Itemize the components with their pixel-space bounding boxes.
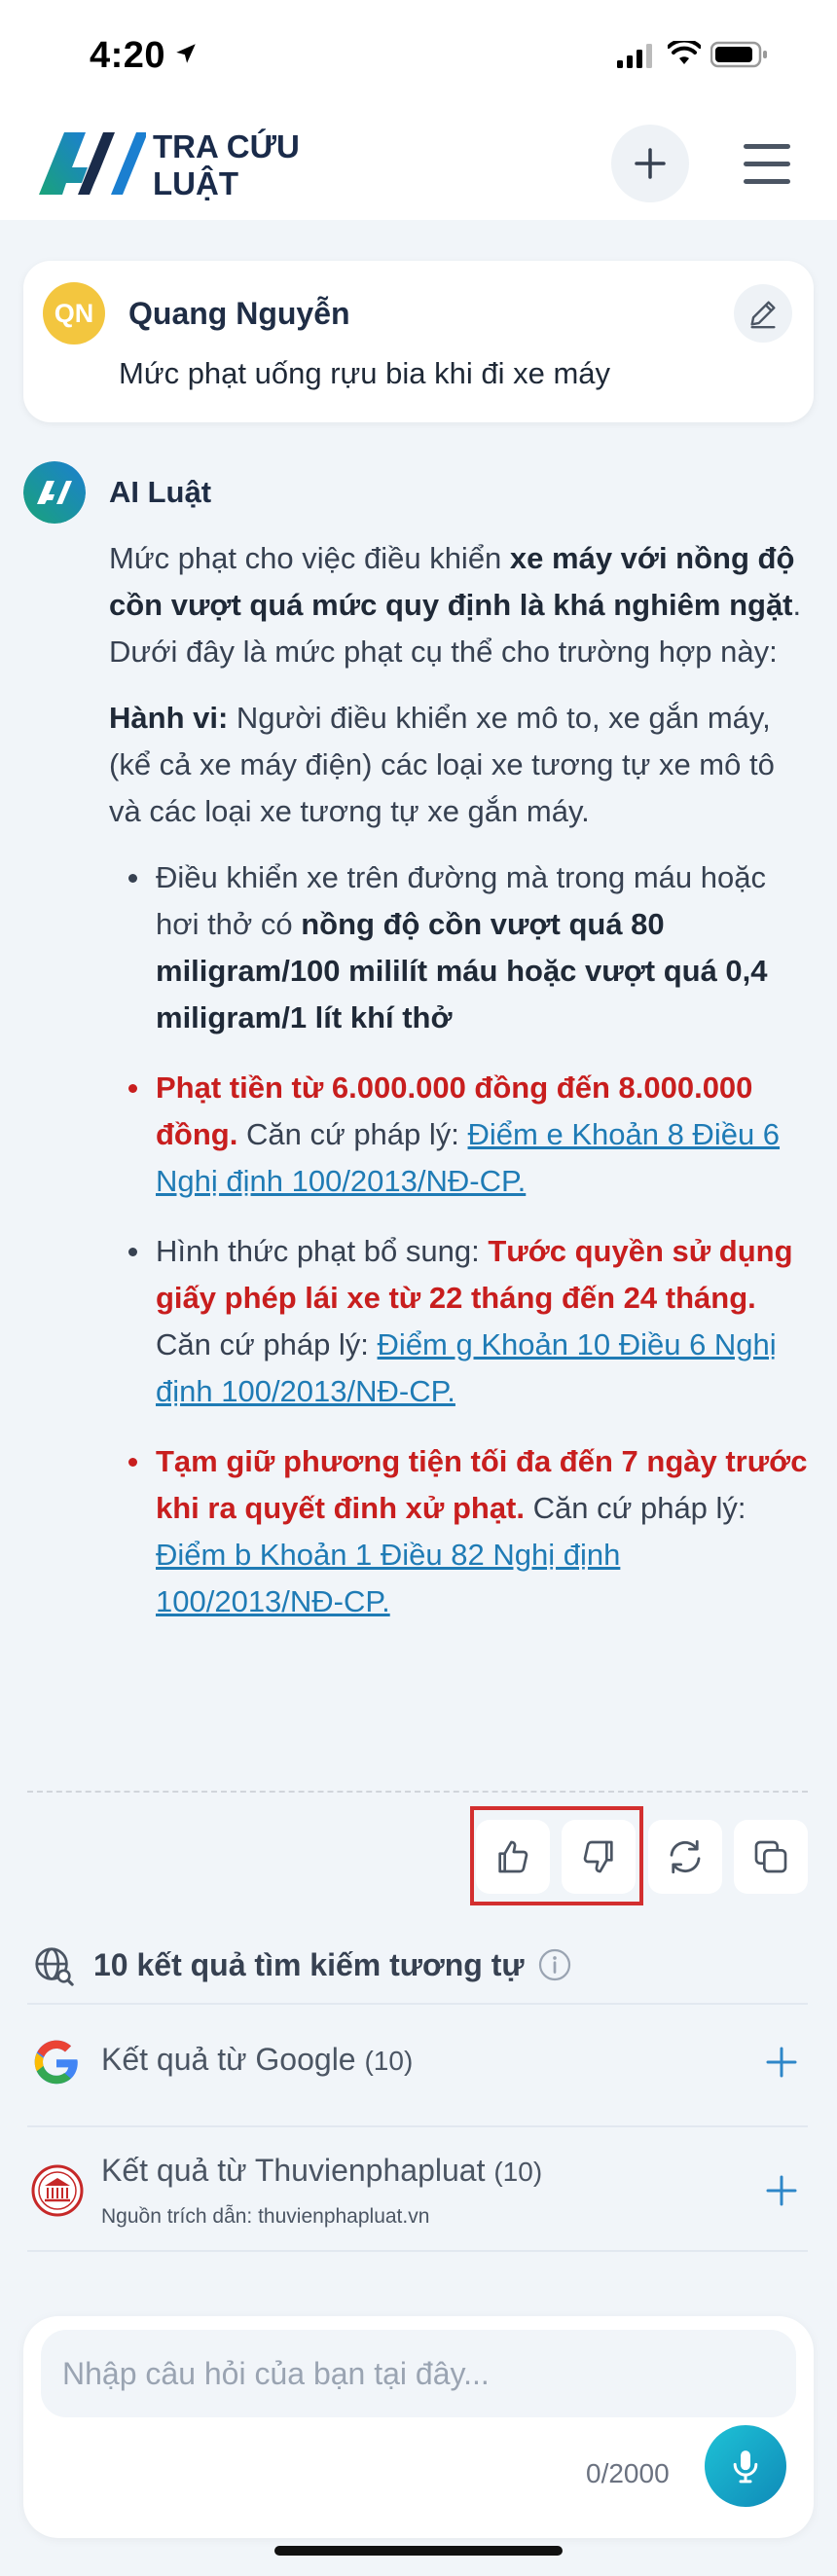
behavior-label: Hành vi: [109,701,229,735]
tvpl-count: (10) [493,2157,543,2187]
ai-name: AI Luật [109,475,212,509]
list-item-impound [156,1438,810,1625]
signal-icon [617,43,656,68]
bullet3-red: Tước quyền sử dụng giấy phép lái xe từ 22 tháng đến 24 tháng. [156,1234,793,1315]
divider-3 [27,2250,808,2252]
bullet1-prefix: Điều khiển xe trên đường mà trong máu hoặc hơi thở có [156,860,766,941]
intro-suffix: . Dưới đây là mức phạt cụ thể cho trường hợp này: [109,588,802,669]
google-results-row[interactable] [27,2005,808,2122]
bullet3-mid: Căn cứ pháp lý: [156,1327,378,1361]
tvpl-title-text: Kết quả từ Thuvienphapluat [101,2153,486,2188]
user-avatar: QN [43,282,105,345]
edit-message-button[interactable] [734,284,792,343]
google-logo-icon [31,2038,82,2088]
menu-bar-3 [744,179,790,184]
plus-icon [765,2174,798,2207]
behavior-paragraph [109,695,810,835]
answer-divider [27,1791,808,1793]
bullet4-red: Tạm giữ phương tiện tối đa đến 7 ngày trước khi ra quyết đinh xử phạt. [156,1444,808,1525]
chat-area [0,220,837,2576]
list-item-violation [156,854,810,1041]
brand-text [153,128,300,202]
menu-bar-2 [744,162,790,166]
bullet4-mid: Căn cứ pháp lý: [525,1491,746,1525]
menu-bar-1 [744,144,790,149]
similar-results-label: 10 kết quả tìm kiếm tương tự [93,1947,525,1982]
home-indicator [274,2546,563,2556]
brand-line-1: TRA CỨU [153,128,300,164]
list-item-fine [156,1065,810,1205]
google-results-title [101,2042,413,2078]
wifi-icon [668,41,701,66]
user-message-card [23,261,814,422]
feedback-highlight-box [470,1806,643,1905]
refresh-icon [665,1836,706,1877]
new-chat-button[interactable] [611,125,689,202]
google-count: (10) [364,2046,414,2076]
globe-search-icon [31,1943,76,1988]
user-question-text: Mức phạt uống rựu bia khi đi xe máy [119,356,611,390]
tvpl-results-row[interactable] [27,2127,808,2244]
legal-link-1[interactable]: Điểm e Khoản 8 Điều 6 Nghị định 100/2013/NĐ-CP. [156,1117,781,1198]
status-time: 4:20 [90,35,166,76]
copy-icon [751,1837,790,1876]
legal-link-2[interactable]: Điểm g Khoản 10 Điều 6 Nghị định 100/2013/NĐ-CP. [156,1327,777,1408]
copy-button[interactable] [734,1820,808,1894]
ai-answer [109,535,810,1649]
regenerate-button[interactable] [648,1820,722,1894]
question-input[interactable] [41,2330,796,2417]
status-bar [0,0,837,115]
intro-prefix: Mức phạt cho việc điều khiển [109,541,510,575]
brand-line-2: LUẬT [153,165,238,201]
info-icon[interactable] [537,1947,572,1982]
ai-logo-icon [39,132,146,195]
tvpl-source-note: Nguồn trích dẫn: thuvienphapluat.vn [101,2205,430,2228]
user-name: Quang Nguyễn [128,296,350,331]
tvpl-results-title [101,2153,542,2189]
plus-icon [765,2046,798,2079]
menu-button[interactable] [738,138,796,189]
similar-results-row [27,1928,808,2002]
bullet3-prefix: Hình thức phạt bổ sung: [156,1234,489,1268]
composer-card [23,2316,814,2538]
bullet2-red: Phạt tiền từ 6.000.000 đồng đến 8.000.000 đồng. [156,1070,753,1151]
char-counter: 0/2000 [586,2458,670,2488]
ai-avatar [23,461,86,524]
answer-intro [109,535,810,675]
bullet2-mid: Căn cứ pháp lý: [237,1117,468,1151]
legal-link-3[interactable]: Điểm b Khoản 1 Điều 82 Nghị định 100/2013/NĐ-CP. [156,1538,621,1618]
pencil-icon [746,297,780,330]
google-title-text: Kết quả từ Google [101,2042,356,2077]
ai-logo-small-icon [23,461,86,524]
thuvienphapluat-logo-icon [31,2164,84,2217]
app-header [0,115,837,220]
penalty-list [109,854,810,1625]
microphone-icon [726,2447,765,2485]
list-item-additional [156,1228,810,1415]
location-arrow-icon [173,41,199,66]
intro-bold: xe máy với nồng độ cồn vượt quá mức quy định là khá nghiêm ngặt [109,541,795,622]
battery-icon [710,41,769,68]
bullet1-bold: nồng độ cồn vượt quá 80 miligram/100 mililít máu hoặc vượt quá 0,4 miligram/1 lít khí thở [156,907,768,1034]
plus-icon [634,147,667,180]
behavior-text: Người điều khiển xe mô to, xe gắn máy, (kể cả xe máy điện) các loại xe tương tự xe mô tô và các loại xe tương tự xe gắn máy. [109,701,775,828]
microphone-button[interactable] [705,2425,786,2507]
